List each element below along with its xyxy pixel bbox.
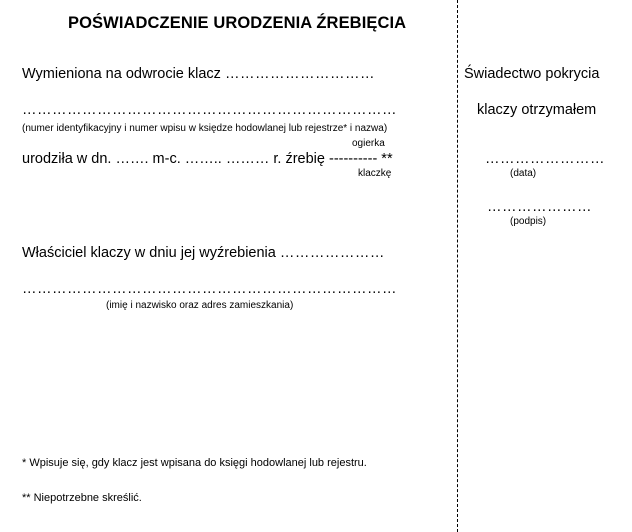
date-caption: (data)	[510, 168, 537, 179]
owner-fill-dots: …………………	[279, 245, 385, 261]
footnote-one: * Wpisuje się, gdy klacz jest wpisana do księgi hodowlanej lub rejestru.	[22, 457, 367, 469]
owner-caption: (imię i nazwisko oraz adres zamieszkania)	[106, 300, 294, 311]
side-heading-line1: Świadectwo pokrycia	[464, 66, 600, 82]
mare-line	[22, 66, 375, 82]
owner-label: Właściciel klaczy w dniu jej wyźrebienia	[22, 245, 276, 261]
owner-line	[22, 245, 385, 261]
birth-date-line: urodziła w dn. ……. m-c. …….. ……… r. źrebię ---------- **	[22, 151, 393, 167]
option-filly: klaczkę	[358, 168, 392, 179]
dashed-divider	[457, 0, 458, 532]
date-dots: ……………………	[485, 151, 605, 167]
mare-id-dots: …………………………………………………………………	[22, 102, 397, 118]
side-heading-line2: klaczy otrzymałem	[477, 102, 597, 118]
mare-id-caption: (numer identyfikacyjny i numer wpisu w księdze hodowlanej lub rejestrze* i nazwa)	[22, 123, 388, 134]
owner-address-dots: …………………………………………………………………	[22, 281, 397, 297]
mare-label: Wymieniona na odwrocie klacz	[22, 66, 221, 82]
document-title: POŚWIADCZENIE URODZENIA ŹREBIĘCIA	[68, 14, 407, 32]
mare-fill-dots: …………………………	[224, 66, 375, 82]
footnote-two: ** Niepotrzebne skreślić.	[22, 492, 142, 504]
signature-caption: (podpis)	[510, 216, 547, 227]
signature-dots: …………………	[487, 199, 592, 215]
option-colt: ogierka	[352, 138, 385, 149]
